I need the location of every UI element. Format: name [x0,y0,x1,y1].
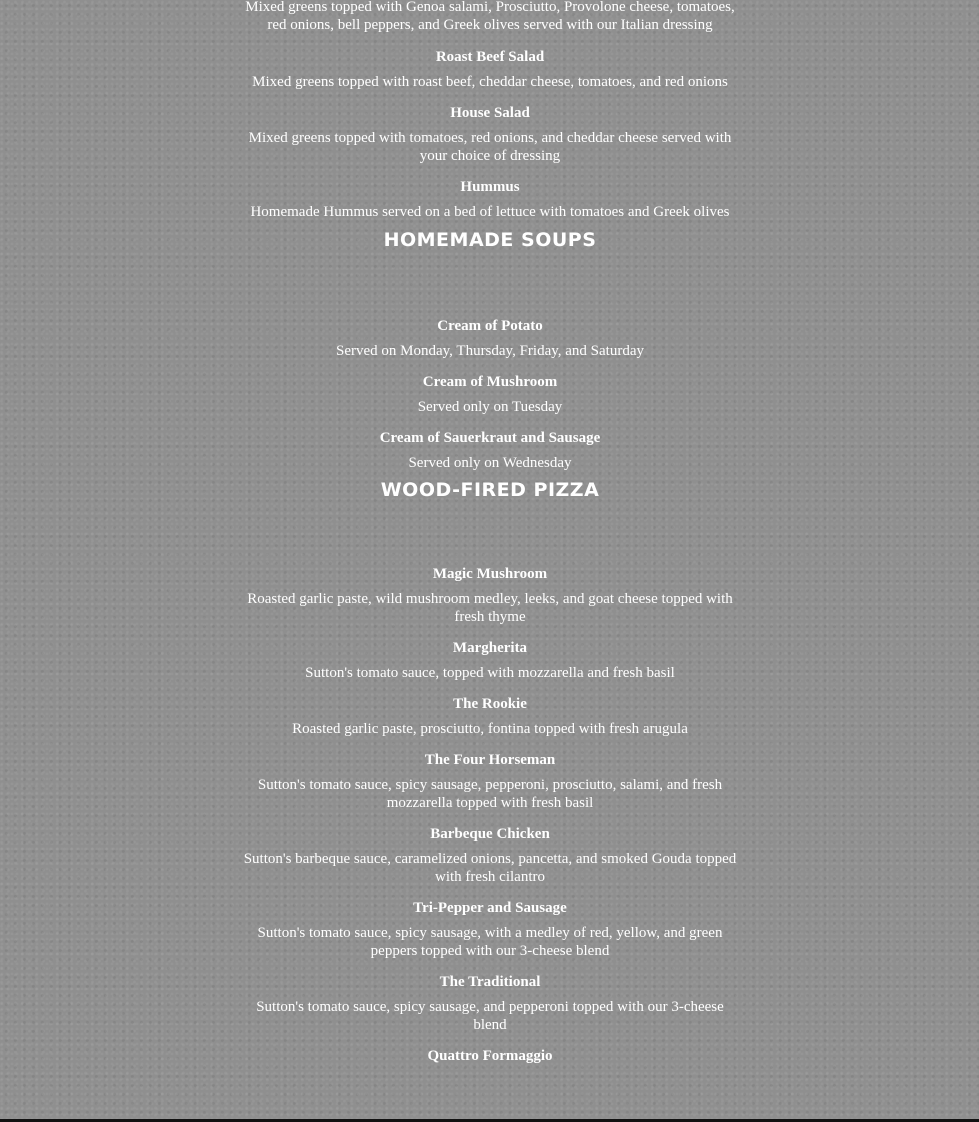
menu-item-description: Mixed greens topped with tomatoes, red onions, and cheddar cheese served with your choice of dressing [248,130,732,164]
menu-item-description: Sutton's tomato sauce, spicy sausage, and pepperoni topped with our 3-cheese blend [256,999,724,1033]
menu-item [240,317,740,360]
menu-item-name: Cream of Sauerkraut and Sausage [379,430,601,446]
menu-item-description: Served only on Tuesday [417,399,563,415]
menu-item [240,639,740,682]
menu-item-description: Sutton's tomato sauce, topped with mozzarella and fresh basil [305,665,675,681]
menu-item-name: House Salad [450,105,530,121]
menu-item-name: Cream of Mushroom [422,374,558,390]
menu-item [240,825,740,886]
menu-item-name: The Four Horseman [424,752,556,768]
menu-item-name: Magic Mushroom [432,566,548,582]
menu-item [240,429,740,472]
menu-item-name: Quattro Formaggio [427,1048,553,1064]
menu-item [240,178,740,221]
menu-item-name: The Rookie [453,696,527,712]
menu-item-description: Served only on Wednesday [408,455,572,471]
menu-item [240,48,740,91]
section-title-pizza: WOOD-FIRED PIZZA [380,479,600,501]
menu-item-name: Margherita [452,640,528,656]
menu-item [240,373,740,416]
menu-item [240,104,740,165]
menu-item-description: Homemade Hummus served on a bed of lettuce with tomatoes and Greek olives [250,204,730,220]
menu-item-description: Sutton's barbeque sauce, caramelized onions, pancetta, and smoked Gouda topped with fresh cilantro [243,851,737,885]
menu-item [240,695,740,738]
salad-description: Mixed greens topped with Genoa salami, Prosciutto, Provolone cheese, tomatoes, red onions, bell peppers, and Greek olives served with our Italian dressing [245,0,735,33]
menu-item [240,973,740,1034]
menu-item-name: Roast Beef Salad [435,49,545,65]
menu-item-name: Hummus [460,179,520,195]
menu-item [240,899,740,960]
menu-item-description: Sutton's tomato sauce, spicy sausage, with a medley of red, yellow, and green peppers topped with our 3-cheese blend [257,925,723,959]
menu-item-description: Mixed greens topped with roast beef, cheddar cheese, tomatoes, and red onions [252,74,728,90]
menu-item-description: Roasted garlic paste, prosciutto, fontina topped with fresh arugula [292,721,688,737]
menu-item-description: Sutton's tomato sauce, spicy sausage, pepperoni, prosciutto, salami, and fresh mozzarella topped with fresh basil [257,777,723,811]
menu-item-name: The Traditional [439,974,541,990]
menu-content [240,0,740,1065]
menu-item-description: Served on Monday, Thursday, Friday, and Saturday [336,343,644,359]
menu-item [240,751,740,812]
menu-item-name: Cream of Potato [437,318,543,334]
menu-item-name: Tri-Pepper and Sausage [413,900,567,916]
menu-item-description: Roasted garlic paste, wild mushroom medley, leeks, and goat cheese topped with fresh thyme [247,591,733,625]
section-title-soups: HOMEMADE SOUPS [383,229,597,251]
menu-item-name: Barbeque Chicken [430,826,550,842]
menu-item [240,565,740,626]
